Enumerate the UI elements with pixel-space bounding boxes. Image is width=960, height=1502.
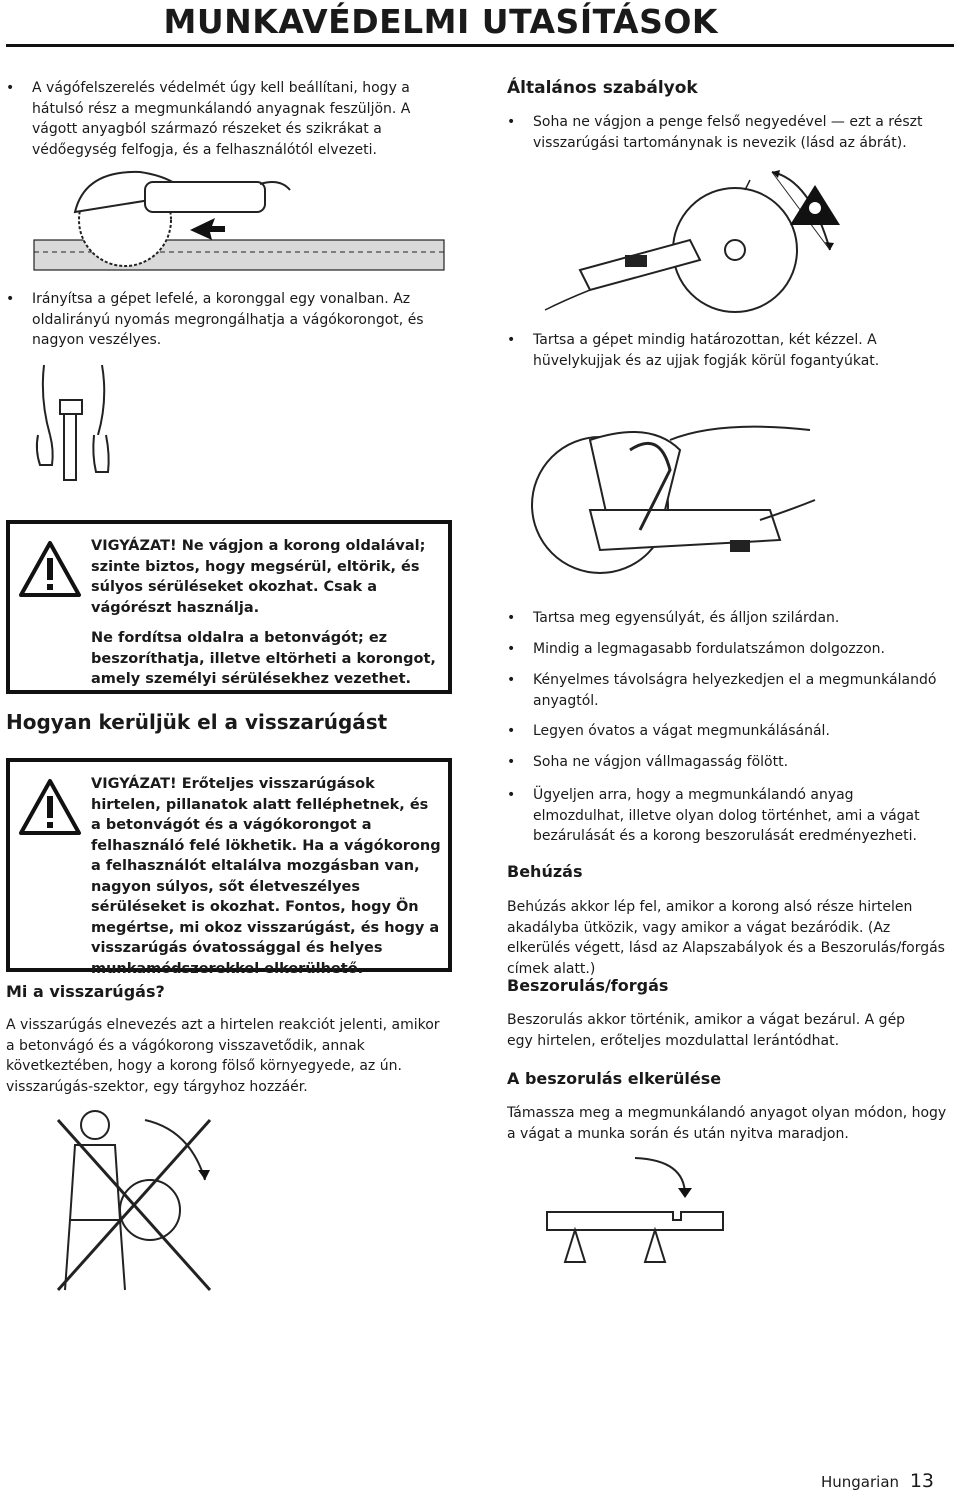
- title-divider: [6, 44, 954, 47]
- warning-box-side-cutting: [6, 520, 452, 694]
- pull-in-heading: Behúzás: [507, 862, 583, 881]
- bullet-icon: •: [507, 114, 516, 130]
- bullet-icon: •: [507, 641, 516, 657]
- list-item: • Tartsa meg egyensúlyát, és álljon szilárdan.: [507, 608, 947, 629]
- bullet-icon: •: [507, 723, 516, 739]
- two-hand-grip-illustration: [520, 410, 820, 590]
- avoid-pinching-heading: A beszorulás elkerülése: [507, 1069, 722, 1088]
- warning-text-1: VIGYÁZAT! Ne vágjon a korong oldalával; szinte biztos, hogy megsérül, eltörik, és súlyos sérüléseket okozhat. Csak a vágórészt használja.: [91, 538, 426, 616]
- operator-front-view-illustration: [30, 360, 120, 490]
- list-item: • Soha ne vágjon vállmagasság fölött.: [507, 752, 947, 773]
- guard-adjustment-illustration: [30, 160, 450, 275]
- grip-bullet: • Tartsa a gépet mindig határozottan, két kézzel. A hüvelykujjak és az ujjak fogják körül fogantyúkat.: [507, 332, 880, 369]
- kickback-warning-text: VIGYÁZAT! Erőteljes visszarúgások hirtelen, pillanatok alatt felléphetnek, és a betonvágót és a vágókorongot a felhasználó felé lökhetik. Ha a vágókorong a felhasználót eltalálva mozgásban van, nagyon súlyos, sőt életveszélyes sérüléseket is okozhat. Fontos, hogy Ön megértse, mi okoz visszarúgást, és hogy a visszarúgás óvatossággal és helyes munkamódszerekkel elkerülhető.: [91, 776, 441, 977]
- avoid-pinching-text: Támassza meg a megmunkálandó anyagot olyan módon, hogy a vágat a munka során és után nyitva maradjon.: [507, 1105, 947, 1142]
- pull-in-text: Behúzás akkor lép fel, amikor a korong alsó része hirtelen akadályba ütközik, vagy amikor a vágat bezáródik. (Az elkerülés végett, lásd az Alapszabályok és a Beszorulás/forgás címek alatt.): [507, 899, 945, 977]
- list-item: • Kényelmes távolságra helyezkedjen el a megmunkálandó anyagtól.: [507, 672, 937, 709]
- direction-bullet: • Irányítsa a gépet lefelé, a koronggal egy vonalban. Az oldalirányú nyomás megrongálhatja a vágókorongot, és nagyon veszélyes.: [6, 291, 424, 348]
- warning-text-2: Ne fordítsa oldalra a betonvágót; ez beszoríthatja, illetve eltörheti a korongot, amely személyi sérülésekhez vezethet.: [91, 630, 436, 687]
- list-item: • Legyen óvatos a vágat megmunkálásánál.: [507, 721, 947, 742]
- guard-adjust-bullet: • A vágófelszerelés védelmét úgy kell beállítani, hogy a hátulsó rész a megmunkálandó anyagnak feszüljön. A vágott anyagból származó részeket és szikrákat a védőegység felfogja, és a felhasználótól elvezeti.: [6, 80, 411, 158]
- pinching-text: Beszorulás akkor történik, amikor a vágat bezárul. A gép egy hirtelen, erőteljes mozdulattal lerántódhat.: [507, 1012, 906, 1049]
- pinching-heading: Beszorulás/forgás: [507, 976, 669, 995]
- bullet-icon: •: [507, 754, 516, 770]
- page-footer: [821, 1470, 934, 1492]
- what-is-kickback-heading: Mi a visszarúgás?: [6, 982, 165, 1001]
- list-item: • Mindig a legmagasabb fordulatszámon dolgozzon.: [507, 639, 947, 660]
- bullet-icon: •: [507, 610, 516, 626]
- warning-triangle-icon: [18, 778, 82, 836]
- kickback-definition-text: A visszarúgás elnevezés azt a hirtelen reakciót jelenti, amikor a betonvágó és a vágókorong visszavetődik, annak következtében, hogy a korong fölső környegyede, az ún. visszarúgás-szektor, egy tárgyhoz hozzáér.: [6, 1017, 440, 1095]
- footer-language: Hungarian: [820, 1473, 900, 1491]
- list-item: • Ügyeljen arra, hogy a megmunkálandó anyag elmozdulhat, illetve olyan dolog történhet, ami a vágat bezárulását és a korong beszorulását eredményezheti.: [507, 787, 920, 844]
- supported-workpiece-illustration: [545, 1150, 725, 1270]
- page-title: MUNKAVÉDELMI UTASÍTÁSOK: [163, 2, 718, 41]
- kickback-heading: Hogyan kerüljük el a visszarúgást: [6, 710, 388, 734]
- bullet-icon: •: [507, 672, 516, 688]
- page-number: 13: [909, 1470, 934, 1492]
- general-rules-heading: Általános szabályok: [507, 78, 698, 98]
- bullet-icon: •: [6, 291, 15, 307]
- kickback-operator-illustration: [50, 1100, 220, 1300]
- warning-box-kickback: [6, 758, 452, 977]
- kickback-zone-bullet: • Soha ne vágjon a penge felső negyedével — ezt a részt visszarúgási tartománynak is nevezik (lásd az ábrát).: [507, 114, 923, 151]
- bullet-icon: •: [507, 332, 516, 348]
- bullet-icon: •: [6, 80, 15, 96]
- kickback-zone-illustration: [540, 160, 860, 320]
- warning-triangle-icon: [18, 540, 82, 598]
- bullet-icon: •: [507, 787, 516, 803]
